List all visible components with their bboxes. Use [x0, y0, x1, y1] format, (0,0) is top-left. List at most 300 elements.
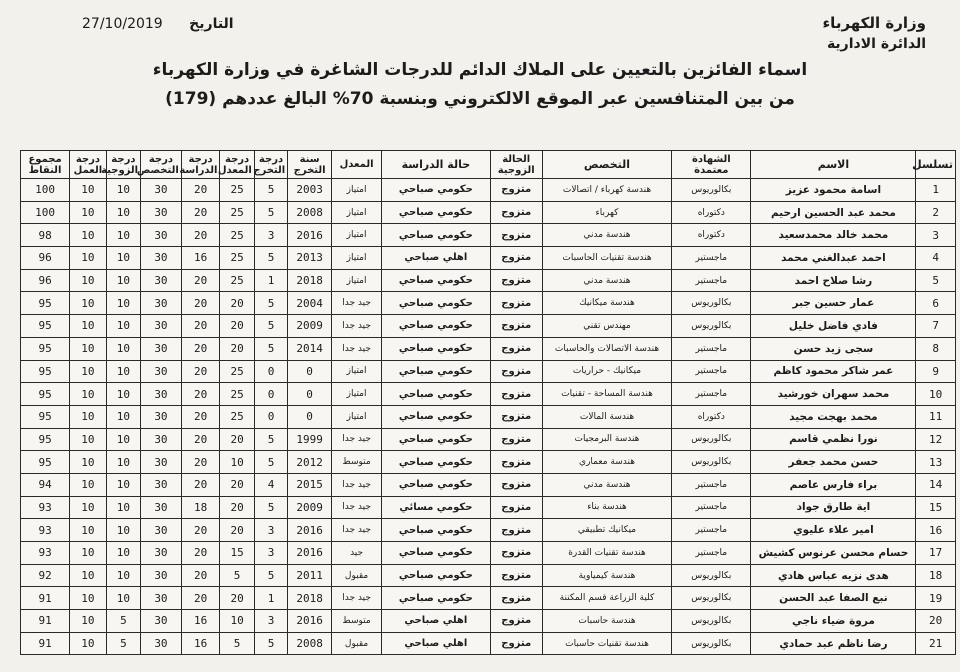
cell-score-work: 10	[70, 315, 107, 338]
cell-specialty: ميكانيك تطبيقي	[542, 519, 671, 542]
cell-study: اهلي صباحي	[382, 610, 491, 633]
cell-score-marital: 5	[106, 610, 140, 633]
cell-score-work: 10	[70, 428, 107, 451]
cell-seq: 15	[916, 496, 956, 519]
cell-score-work: 10	[70, 337, 107, 360]
cell-score-study: 20	[181, 405, 220, 428]
cell-score-study: 20	[181, 564, 220, 587]
cell-total: 91	[21, 587, 70, 610]
cell-score-study: 20	[181, 587, 220, 610]
cell-score-marital: 10	[106, 496, 140, 519]
table-row	[21, 519, 956, 542]
cell-degree: بكالوريوس	[672, 451, 751, 474]
cell-score-study: 20	[181, 542, 220, 565]
cell-name: محمد بهجت مجيد	[751, 405, 916, 428]
cell-score-marital: 10	[106, 383, 140, 406]
cell-grade: جيد جدا	[332, 587, 382, 610]
cell-score-grade: 20	[220, 292, 254, 315]
cell-score-marital: 10	[106, 587, 140, 610]
document-subtitle: من بين المتنافسين عبر الموقع الالكتروني وبنسبة 70% البالغ عددهم (179)	[165, 89, 795, 109]
cell-grade: امتياز	[332, 360, 382, 383]
cell-grade: جيد جدا	[332, 519, 382, 542]
cell-score-grade: 20	[220, 428, 254, 451]
cell-name: مروة ضياء ناجي	[751, 610, 916, 633]
cell-score-work: 10	[70, 224, 107, 247]
cell-grad-year: 2008	[288, 201, 332, 224]
cell-score-spec: 30	[141, 496, 182, 519]
cell-score-grad: 0	[254, 383, 287, 406]
cell-score-study: 20	[181, 315, 220, 338]
cell-score-spec: 30	[141, 564, 182, 587]
cell-specialty: مهندس تقني	[542, 315, 671, 338]
cell-score-spec: 30	[141, 428, 182, 451]
cell-score-grade: 25	[220, 224, 254, 247]
cell-score-grade: 25	[220, 247, 254, 270]
cell-marital: متزوج	[490, 632, 542, 655]
cell-grad-year: 2016	[288, 224, 332, 247]
cell-score-grad: 1	[254, 269, 287, 292]
cell-grade: جيد جدا	[332, 292, 382, 315]
cell-grade: امتياز	[332, 269, 382, 292]
cell-score-marital: 10	[106, 201, 140, 224]
header-grade: المعدل	[332, 151, 382, 179]
cell-grade: جيد جدا	[332, 315, 382, 338]
cell-name: نورا نظمي قاسم	[751, 428, 916, 451]
cell-grade: جيد جدا	[332, 337, 382, 360]
cell-total: 95	[21, 360, 70, 383]
cell-degree: بكالوريوس	[672, 428, 751, 451]
header-score-work: درجة العمل	[70, 151, 107, 179]
cell-grad-year: 0	[288, 405, 332, 428]
cell-score-study: 18	[181, 496, 220, 519]
cell-marital: متزوج	[490, 496, 542, 519]
cell-seq: 2	[916, 201, 956, 224]
cell-name: هدى نزيه عباس هادي	[751, 564, 916, 587]
cell-total: 98	[21, 224, 70, 247]
cell-grad-year: 2016	[288, 610, 332, 633]
cell-score-grade: 20	[220, 473, 254, 496]
cell-score-grade: 10	[220, 451, 254, 474]
date-label: التاريخ	[189, 16, 234, 32]
cell-seq: 12	[916, 428, 956, 451]
cell-name: امير علاء عليوي	[751, 519, 916, 542]
cell-specialty: هندسة تقنيات الحاسبات	[542, 247, 671, 270]
cell-score-grad: 5	[254, 292, 287, 315]
cell-grade: امتياز	[332, 405, 382, 428]
table-row	[21, 473, 956, 496]
table-row	[21, 632, 956, 655]
cell-grad-year: 2008	[288, 632, 332, 655]
cell-grade: متوسط	[332, 610, 382, 633]
cell-name: براء فارس عاصم	[751, 473, 916, 496]
cell-score-work: 10	[70, 405, 107, 428]
cell-score-marital: 10	[106, 337, 140, 360]
cell-marital: متزوج	[490, 315, 542, 338]
cell-name: محمد خالد محمدسعيد	[751, 224, 916, 247]
cell-specialty: هندسة مدني	[542, 473, 671, 496]
cell-score-grad: 5	[254, 496, 287, 519]
cell-score-spec: 30	[141, 224, 182, 247]
cell-score-spec: 30	[141, 610, 182, 633]
cell-score-grad: 5	[254, 315, 287, 338]
cell-seq: 20	[916, 610, 956, 633]
cell-specialty: كلية الزراعة قسم المكننة	[542, 587, 671, 610]
cell-name: محمد عبد الحسين ارحيم	[751, 201, 916, 224]
cell-grad-year: 2018	[288, 587, 332, 610]
cell-score-grad: 3	[254, 542, 287, 565]
cell-name: حسام محسن عرنوس كشيش	[751, 542, 916, 565]
cell-study: حكومي صباحي	[382, 564, 491, 587]
cell-specialty: ميكانيك - حراريات	[542, 360, 671, 383]
cell-name: محمد سهران خورشيد	[751, 383, 916, 406]
cell-total: 93	[21, 542, 70, 565]
cell-score-work: 10	[70, 610, 107, 633]
cell-study: حكومي مسائي	[382, 496, 491, 519]
cell-name: فادي فاضل خليل	[751, 315, 916, 338]
cell-score-marital: 5	[106, 632, 140, 655]
cell-name: عمار حسين جبر	[751, 292, 916, 315]
cell-degree: ماجستير	[672, 519, 751, 542]
cell-study: حكومي صباحي	[382, 201, 491, 224]
cell-study: حكومي صباحي	[382, 224, 491, 247]
cell-degree: ماجستير	[672, 247, 751, 270]
cell-study: حكومي صباحي	[382, 428, 491, 451]
cell-score-grade: 20	[220, 315, 254, 338]
cell-score-grade: 5	[220, 632, 254, 655]
cell-name: نبع الصفا عبد الحسن	[751, 587, 916, 610]
cell-degree: بكالوريوس	[672, 610, 751, 633]
cell-marital: متزوج	[490, 247, 542, 270]
cell-marital: متزوج	[490, 428, 542, 451]
cell-score-spec: 30	[141, 519, 182, 542]
cell-grad-year: 2012	[288, 451, 332, 474]
cell-score-marital: 10	[106, 405, 140, 428]
table-row	[21, 179, 956, 202]
cell-grade: امتياز	[332, 224, 382, 247]
header-specialty: التخصص	[542, 151, 671, 179]
cell-score-marital: 10	[106, 542, 140, 565]
cell-score-grade: 25	[220, 405, 254, 428]
cell-study: اهلي صباحي	[382, 632, 491, 655]
cell-score-grade: 25	[220, 201, 254, 224]
cell-degree: بكالوريوس	[672, 315, 751, 338]
cell-degree: بكالوريوس	[672, 564, 751, 587]
cell-seq: 5	[916, 269, 956, 292]
cell-total: 95	[21, 337, 70, 360]
header-seq: تسلسل	[916, 151, 956, 179]
header-degree: الشهادة معتمدة	[672, 151, 751, 179]
cell-score-marital: 10	[106, 269, 140, 292]
cell-name: رضا ناظم عبد حمادي	[751, 632, 916, 655]
cell-seq: 10	[916, 383, 956, 406]
cell-score-study: 20	[181, 337, 220, 360]
cell-specialty: هندسة بناء	[542, 496, 671, 519]
cell-score-spec: 30	[141, 292, 182, 315]
cell-marital: متزوج	[490, 383, 542, 406]
cell-specialty: هندسة مدني	[542, 269, 671, 292]
cell-score-spec: 30	[141, 632, 182, 655]
header-name: الاسم	[751, 151, 916, 179]
cell-specialty: هندسة المساحة - تقنيات	[542, 383, 671, 406]
cell-total: 93	[21, 496, 70, 519]
cell-score-grad: 5	[254, 632, 287, 655]
cell-score-grade: 20	[220, 496, 254, 519]
cell-study: حكومي صباحي	[382, 473, 491, 496]
cell-marital: متزوج	[490, 360, 542, 383]
table-row	[21, 201, 956, 224]
cell-score-work: 10	[70, 201, 107, 224]
cell-total: 92	[21, 564, 70, 587]
cell-study: اهلي صباحي	[382, 247, 491, 270]
document-title: اسماء الفائزين بالتعيين على الملاك الدائم للدرجات الشاغرة في وزارة الكهرباء	[152, 60, 808, 80]
cell-score-spec: 30	[141, 451, 182, 474]
cell-grade: امتياز	[332, 179, 382, 202]
cell-seq: 3	[916, 224, 956, 247]
cell-score-marital: 10	[106, 292, 140, 315]
cell-specialty: هندسة ميكانيك	[542, 292, 671, 315]
cell-score-spec: 30	[141, 179, 182, 202]
cell-seq: 11	[916, 405, 956, 428]
cell-score-spec: 30	[141, 587, 182, 610]
cell-seq: 14	[916, 473, 956, 496]
cell-specialty: كهرباء	[542, 201, 671, 224]
cell-score-marital: 10	[106, 473, 140, 496]
table-row	[21, 383, 956, 406]
cell-score-work: 10	[70, 564, 107, 587]
cell-total: 95	[21, 292, 70, 315]
table-row	[21, 428, 956, 451]
cell-seq: 8	[916, 337, 956, 360]
cell-specialty: هندسة تقنيات حاسبات	[542, 632, 671, 655]
cell-name: حسن محمد جعفر	[751, 451, 916, 474]
cell-score-work: 10	[70, 496, 107, 519]
cell-total: 100	[21, 201, 70, 224]
cell-name: سجى زيد حسن	[751, 337, 916, 360]
cell-score-marital: 10	[106, 519, 140, 542]
cell-score-work: 10	[70, 473, 107, 496]
cell-score-grade: 15	[220, 542, 254, 565]
table-row	[21, 496, 956, 519]
date-block	[82, 16, 234, 32]
cell-study: حكومي صباحي	[382, 360, 491, 383]
cell-study: حكومي صباحي	[382, 383, 491, 406]
cell-score-work: 10	[70, 247, 107, 270]
cell-score-grad: 0	[254, 405, 287, 428]
cell-score-study: 20	[181, 451, 220, 474]
cell-degree: بكالوريوس	[672, 587, 751, 610]
cell-score-study: 16	[181, 632, 220, 655]
header-grad-year: سنة التخرج	[288, 151, 332, 179]
cell-marital: متزوج	[490, 564, 542, 587]
cell-score-grad: 3	[254, 224, 287, 247]
cell-score-grad: 3	[254, 610, 287, 633]
cell-score-work: 10	[70, 292, 107, 315]
cell-score-grad: 5	[254, 337, 287, 360]
cell-grade: جيد جدا	[332, 473, 382, 496]
cell-specialty: هندسة كيمياوية	[542, 564, 671, 587]
cell-score-grade: 5	[220, 564, 254, 587]
header-marital: الحالة الزوجية	[490, 151, 542, 179]
cell-marital: متزوج	[490, 292, 542, 315]
cell-score-study: 20	[181, 269, 220, 292]
header-score-marital: درجة الزوجية	[106, 151, 140, 179]
cell-score-work: 10	[70, 542, 107, 565]
cell-score-grade: 20	[220, 587, 254, 610]
cell-grad-year: 2003	[288, 179, 332, 202]
cell-score-work: 10	[70, 451, 107, 474]
cell-marital: متزوج	[490, 542, 542, 565]
cell-score-spec: 30	[141, 360, 182, 383]
cell-score-work: 10	[70, 383, 107, 406]
cell-score-marital: 10	[106, 428, 140, 451]
cell-score-study: 20	[181, 383, 220, 406]
cell-score-marital: 10	[106, 564, 140, 587]
cell-total: 96	[21, 269, 70, 292]
cell-score-grade: 25	[220, 179, 254, 202]
cell-specialty: هندسة كهرباء / اتصالات	[542, 179, 671, 202]
cell-grade: امتياز	[332, 383, 382, 406]
cell-name: رشا صلاح احمد	[751, 269, 916, 292]
table-row	[21, 360, 956, 383]
cell-specialty: هندسة تقنيات القدرة	[542, 542, 671, 565]
cell-score-spec: 30	[141, 405, 182, 428]
cell-degree: دكتوراه	[672, 405, 751, 428]
cell-specialty: هندسة مدني	[542, 224, 671, 247]
cell-seq: 4	[916, 247, 956, 270]
cell-specialty: هندسة البرمجيات	[542, 428, 671, 451]
cell-score-grade: 10	[220, 610, 254, 633]
cell-marital: متزوج	[490, 224, 542, 247]
cell-degree: بكالوريوس	[672, 632, 751, 655]
cell-degree: ماجستير	[672, 269, 751, 292]
cell-total: 91	[21, 632, 70, 655]
cell-study: حكومي صباحي	[382, 269, 491, 292]
cell-score-spec: 30	[141, 337, 182, 360]
cell-score-spec: 30	[141, 383, 182, 406]
cell-score-grad: 5	[254, 564, 287, 587]
table-row	[21, 292, 956, 315]
cell-grad-year: 2013	[288, 247, 332, 270]
cell-seq: 7	[916, 315, 956, 338]
cell-marital: متزوج	[490, 405, 542, 428]
table-row	[21, 405, 956, 428]
cell-degree: دكتوراه	[672, 201, 751, 224]
cell-grad-year: 2009	[288, 315, 332, 338]
cell-score-grad: 1	[254, 587, 287, 610]
cell-score-spec: 30	[141, 473, 182, 496]
cell-grad-year: 0	[288, 383, 332, 406]
cell-score-study: 20	[181, 473, 220, 496]
header-total: مجموع النقاط	[21, 151, 70, 179]
cell-name: اية طارق جواد	[751, 496, 916, 519]
cell-total: 95	[21, 383, 70, 406]
cell-score-grad: 5	[254, 451, 287, 474]
cell-score-marital: 10	[106, 179, 140, 202]
cell-grade: جيد	[332, 542, 382, 565]
cell-grad-year: 0	[288, 360, 332, 383]
cell-score-grade: 25	[220, 360, 254, 383]
cell-grade: امتياز	[332, 247, 382, 270]
cell-score-grad: 5	[254, 179, 287, 202]
department-name: الدائرة الادارية	[826, 36, 926, 52]
cell-grad-year: 2009	[288, 496, 332, 519]
winners-table	[20, 150, 956, 655]
cell-total: 100	[21, 179, 70, 202]
cell-study: حكومي صباحي	[382, 542, 491, 565]
cell-grad-year: 2015	[288, 473, 332, 496]
cell-study: حكومي صباحي	[382, 405, 491, 428]
table-row	[21, 451, 956, 474]
cell-study: حكومي صباحي	[382, 451, 491, 474]
cell-marital: متزوج	[490, 451, 542, 474]
cell-score-grad: 5	[254, 247, 287, 270]
cell-score-grad: 5	[254, 428, 287, 451]
cell-score-spec: 30	[141, 542, 182, 565]
cell-specialty: هندسة المالات	[542, 405, 671, 428]
cell-score-marital: 10	[106, 360, 140, 383]
cell-score-study: 20	[181, 360, 220, 383]
cell-grade: مقبول	[332, 632, 382, 655]
date-value: 27/10/2019	[82, 16, 163, 32]
cell-specialty: هندسة معماري	[542, 451, 671, 474]
cell-total: 95	[21, 428, 70, 451]
table-row	[21, 587, 956, 610]
cell-score-work: 10	[70, 360, 107, 383]
cell-score-marital: 10	[106, 315, 140, 338]
cell-seq: 18	[916, 564, 956, 587]
cell-score-grade: 25	[220, 269, 254, 292]
table-header-row	[21, 151, 956, 179]
cell-score-spec: 30	[141, 269, 182, 292]
cell-grade: جيد جدا	[332, 496, 382, 519]
cell-grad-year: 2018	[288, 269, 332, 292]
table-row	[21, 315, 956, 338]
cell-degree: ماجستير	[672, 473, 751, 496]
cell-grad-year: 2011	[288, 564, 332, 587]
header-score-spec: درجة التخصص	[141, 151, 182, 179]
cell-specialty: هندسة حاسبات	[542, 610, 671, 633]
table-row	[21, 337, 956, 360]
cell-score-work: 10	[70, 519, 107, 542]
table-row	[21, 224, 956, 247]
cell-grade: متوسط	[332, 451, 382, 474]
cell-grade: مقبول	[332, 564, 382, 587]
cell-seq: 17	[916, 542, 956, 565]
header-score-grade: درجة المعدل	[220, 151, 254, 179]
cell-grad-year: 2004	[288, 292, 332, 315]
cell-name: اسامة محمود عزيز	[751, 179, 916, 202]
cell-degree: ماجستير	[672, 383, 751, 406]
cell-score-grad: 0	[254, 360, 287, 383]
cell-score-marital: 10	[106, 247, 140, 270]
cell-degree: بكالوريوس	[672, 292, 751, 315]
cell-study: حكومي صباحي	[382, 587, 491, 610]
cell-score-spec: 30	[141, 201, 182, 224]
cell-total: 94	[21, 473, 70, 496]
header-score-study: درجة الدراسة	[181, 151, 220, 179]
cell-total: 95	[21, 315, 70, 338]
cell-marital: متزوج	[490, 269, 542, 292]
cell-total: 93	[21, 519, 70, 542]
cell-study: حكومي صباحي	[382, 292, 491, 315]
cell-grad-year: 2014	[288, 337, 332, 360]
ministry-header	[823, 12, 926, 54]
cell-specialty: هندسة الاتصالات والحاسبات	[542, 337, 671, 360]
cell-marital: متزوج	[490, 473, 542, 496]
cell-score-work: 10	[70, 587, 107, 610]
cell-total: 95	[21, 451, 70, 474]
cell-degree: بكالوريوس	[672, 179, 751, 202]
